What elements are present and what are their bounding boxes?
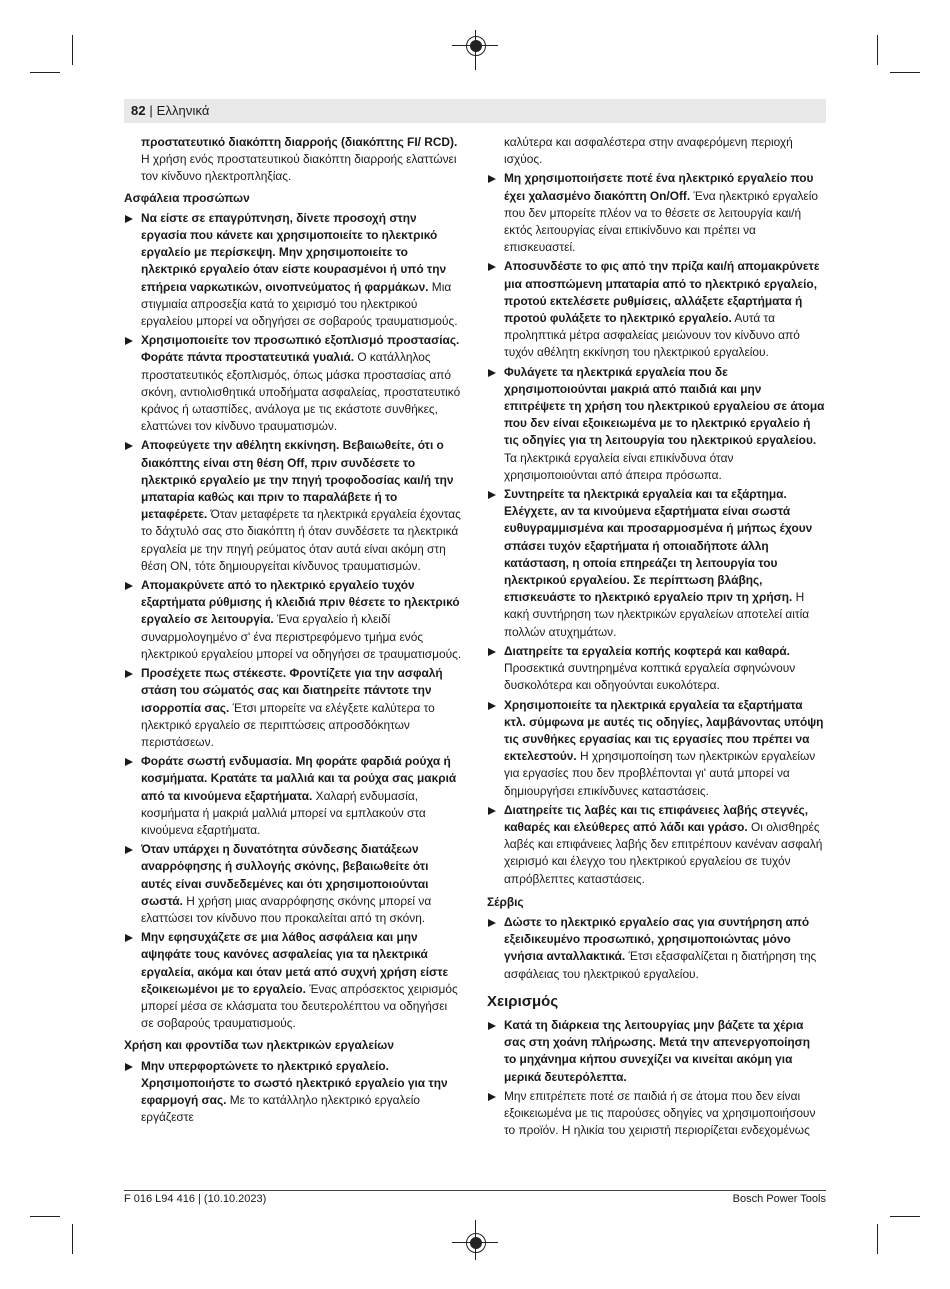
page-number: 82 (131, 103, 146, 118)
registration-mark-icon (466, 1233, 486, 1253)
list-item (487, 697, 825, 800)
list-item (487, 486, 825, 641)
list-item (487, 258, 825, 361)
list-item (124, 841, 462, 927)
bullet-arrow-icon (125, 1063, 133, 1071)
list-item (124, 929, 462, 1032)
operation-list (487, 1017, 825, 1139)
item-bold-text: Μην εφησυχάζετε σε μια λάθος ασφάλεια και μην αψηφάτε τους κανόνες ασφαλείας για τα ηλεκτρικά εργαλεία, ακόμα και όταν μετά από συχνή χρήση είστε εξοικειωμένοι με το εργαλείο. (141, 930, 449, 996)
item-text: Χαλαρή ενδυμασία, κοσμήματα ή μακριά μαλλιά μπορεί να εμπλακούν στα κινούμενα εξαρτήματα. (141, 788, 426, 837)
crop-mark (30, 72, 60, 73)
list-item (487, 364, 825, 484)
bullet-arrow-icon (125, 934, 133, 942)
crop-mark (72, 1224, 73, 1254)
list-item (124, 577, 462, 663)
heading-personal-safety: Ασφάλεια προσώπων (124, 190, 250, 205)
crop-mark (890, 72, 920, 73)
list-item (124, 210, 462, 330)
item-bold-text: Προσέχετε πως στέκεστε. Φροντίζετε για την ασφαλή στάση του σώματός σας και διατηρείτε πάντοτε την ισορροπία σας. (141, 666, 443, 715)
bullet-arrow-icon (125, 337, 133, 345)
item-bold-text: Συντηρείτε τα ηλεκτρικά εργαλεία και τα εξάρτημα. Ελέγχετε, αν τα κινούμενα εξαρτήματα είναι σωστά ευθυγραμμισμένα και προσαρμοσμένα ή μήπως έχουν σπάσει τυχόν εξαρτήματα ή οποιαδήποτε άλλη κατάσταση, η οποία επηρεάζει τη λειτουργία του ηλεκτρικού εργαλείου. Σε περίπτωση βλάβης, επισκευάστε το ηλεκτρικό εργαλείο πριν τη χρήση. (504, 487, 813, 605)
item-text: Η κακή συντήρηση των ηλεκτρικών εργαλείων αποτελεί αιτία πολλών ατυχημάτων. (504, 590, 810, 639)
list-item (487, 643, 825, 695)
list-item (487, 1017, 825, 1086)
intro-paragraph (124, 134, 462, 186)
item-text: Ένα εργαλείο ή κλειδί συναρμολογημένο σ' ένα περιστρεφόμενο τμήμα ενός ηλεκτρικού εργαλείου μπορεί να οδηγήσει σε τραυματισμούς. (141, 612, 462, 661)
left-column (124, 134, 462, 1128)
use-care-list-continued (487, 170, 825, 887)
item-text: Όταν μεταφέρετε τα ηλεκτρικά εργαλεία έχοντας το δάχτυλό σας στο διακόπτη ή όταν συνδέσετε τα ηλεκτρικά εργαλεία με την πηγή ρεύματος όταν αυτά είναι ακόμη στη θέση ON, τότε δημιουργείται κίνδυνος τραυματισμών. (141, 507, 461, 573)
list-item (487, 802, 825, 888)
list-item (124, 753, 462, 839)
bullet-arrow-icon (488, 648, 496, 656)
bullet-arrow-icon (488, 369, 496, 377)
list-item (487, 1088, 825, 1140)
item-text: Η χρήση μιας αναρρόφησης σκόνης μπορεί να ελαττώσει τον κίνδυνο που προκαλείται από τη σκόνη. (141, 893, 432, 925)
heading-service: Σέρβις (487, 894, 524, 909)
bullet-arrow-icon (488, 702, 496, 710)
crop-mark (30, 1216, 60, 1217)
item-text: Έτσι μπορείτε να ελέγξετε καλύτερα το ηλεκτρικό εργαλείο σε περιπτώσεις απροσδόκητων περιστάσεων. (141, 700, 435, 749)
item-bold-text: Διατηρείτε τα εργαλεία κοπής κοφτερά και καθαρά. (504, 643, 790, 658)
heading-operation: Χειρισμός (487, 992, 559, 1010)
item-bold-text: Χρησιμοποιείτε τον προσωπικό εξοπλισμό προστασίας. Φοράτε πάντα προστατευτικά γυαλιά. (141, 333, 460, 365)
header-separator: | (145, 103, 157, 118)
bullet-arrow-icon (488, 807, 496, 815)
bullet-arrow-icon (125, 442, 133, 450)
header-language: Ελληνικά (156, 103, 210, 118)
continuation-span: καλύτερα και ασφαλέστερα στην αναφερόμενη περιοχή ισχύος. (504, 135, 793, 167)
use-care-list (124, 1058, 462, 1127)
bullet-arrow-icon (488, 1093, 496, 1101)
intro-bold: προστατευτικό διακόπτη διαρροής (διακόπτης FI/ RCD). (141, 135, 458, 149)
item-text: Οι ολισθηρές λαβές και επιφάνειες λαβής δεν επιτρέπουν κανέναν ασφαλή χειρισμό και έλεγχο του ηλεκτρικού εργαλείου σε τυχόν απρόβλεπτες καταστάσεις. (504, 819, 823, 886)
right-column (487, 134, 825, 1141)
crop-mark (72, 35, 73, 65)
bullet-arrow-icon (125, 582, 133, 590)
item-text: Μην επιτρέπετε ποτέ σε παιδιά ή σε άτομα που δεν είναι εξοικειωμένα με τις παρούσες οδηγίες να χρησιμοποιήσουν το προϊόν. Η ηλικία του χειριστή περιορίζεται ενδεχομένως (504, 1088, 816, 1138)
item-bold-text: Να είστε σε επαγρύπνηση, δίνετε προσοχή στην εργασία που κάνετε και χρησιμοποιείτε το ηλεκτρικό εργαλείο με περίσκεψη. Μην χρησιμοποιείτε το ηλεκτρικό εργαλείο όταν είστε κουρασμένοι ή υπό την επήρεια ναρκωτικών, οινοπνεύματος ή φαρμάκων. (141, 210, 447, 294)
item-bold-text: Μη χρησιμοποιήσετε ποτέ ένα ηλεκτρικό εργαλείο που έχει χαλασμένο διακόπτη On/Off. (504, 171, 814, 203)
list-item (124, 665, 462, 751)
item-text: Έτσι εξασφαλίζεται η διατήρηση της ασφάλειας του ηλεκτρικού εργαλείου. (504, 949, 817, 981)
item-bold-text: Απομακρύνετε από το ηλεκτρικό εργαλείο τυχόν εξαρτήματα ρύθμισης ή κλειδιά πριν θέσετε το ηλεκτρικό εργαλείο σε λειτουργία. (141, 578, 460, 627)
crop-mark (877, 1224, 878, 1254)
crop-mark (890, 1216, 920, 1217)
registration-mark-icon (466, 36, 486, 56)
page-header-bar (124, 99, 826, 123)
list-item (487, 170, 825, 256)
bullet-arrow-icon (488, 919, 496, 927)
service-list (487, 914, 825, 983)
item-bold-text: Αποφεύγετε την αθέλητη εκκίνηση. Βεβαιωθείτε, ότι ο διακόπτης είναι στη θέση Off, πριν συνδέσετε το ηλεκτρικό εργαλείο με την πηγή τροφοδοσίας και/ή την μπαταρία καθώς και πριν το παραλάβετε ή το μεταφέρετε. (141, 438, 454, 522)
item-text: Τα ηλεκτρικά εργαλεία είναι επικίνδυνα όταν χρησιμοποιούνται από άπειρα πρόσωπα. (504, 450, 734, 482)
item-text: Προσεκτικά συντηρημένα κοπτικά εργαλεία σφηνώνουν δυσκολότερα και οδηγούνται ευκολότερα. (504, 661, 796, 693)
item-bold-text: Διατηρείτε τις λαβές και τις επιφάνειες λαβής στεγνές, καθαρές και ελεύθερες από λάδι και γράσο. (504, 802, 809, 834)
list-item (124, 332, 462, 435)
item-text: Μια στιγμιαία απροσεξία κατά το χειρισμό του ηλεκτρικού εργαλείου μπορεί να οδηγήσει σε σοβαρούς τραυματισμούς. (141, 279, 458, 329)
bullet-arrow-icon (488, 175, 496, 183)
item-bold-text: Μην υπερφορτώνετε το ηλεκτρικό εργαλείο. Χρησιμοποιήστε το σωστό ηλεκτρικό εργαλείο για την εφαρμογή σας. (141, 1058, 448, 1107)
item-text: Με το κατάλληλο ηλεκτρικό εργαλείο εργάζεστε (141, 1092, 420, 1125)
page-header (131, 103, 210, 118)
bullet-arrow-icon (125, 846, 133, 854)
item-bold-text: Φοράτε σωστή ενδυμασία. Μη φοράτε φαρδιά ρούχα ή κοσμήματα. Κρατάτε τα μαλλιά και τα ρούχα σας μακριά από τα κινούμενα εξαρτήματα. (141, 754, 457, 803)
list-item (124, 437, 462, 575)
footer-rule (124, 1190, 826, 1191)
intro-text: Η χρήση ενός προστατευτικού διακόπτη διαρροής ελαττώνει τον κίνδυνο ηλεκτροπληξίας. (141, 152, 457, 184)
list-item (487, 914, 825, 983)
crop-mark (877, 35, 878, 65)
footer-doc-id: F 016 L94 416 | (10.10.2023) (124, 1193, 267, 1205)
bullet-arrow-icon (125, 215, 133, 223)
footer-brand: Bosch Power Tools (732, 1193, 826, 1205)
bullet-arrow-icon (125, 758, 133, 766)
item-text: Η χρησιμοποίηση των ηλεκτρικών εργαλείων για εργασίες που δεν προβλέπονται γι' αυτά μπορεί να δημιουργήσει επικίνδυνες καταστάσεις. (504, 749, 816, 798)
bullet-arrow-icon (488, 1022, 496, 1030)
personal-safety-list (124, 210, 462, 1033)
item-bold-text: Χρησιμοποιείτε τα ηλεκτρικά εργαλεία τα εξαρτήματα κτλ. σύμφωνα με αυτές τις οδηγίες, λαμβάνοντας υπόψη τις συνθήκες εργασίας και τις εργασίες που πρέπει να εκτελεστούν. (504, 697, 824, 764)
heading-use-care: Χρήση και φροντίδα των ηλεκτρικών εργαλείων (124, 1038, 394, 1053)
continuation-text (487, 134, 825, 168)
item-text: Αυτά τα προληπτικά μέτρα ασφαλείας μειώνουν τον κίνδυνο από τυχόν αθέλητη εκκίνηση του ηλεκτρικού εργαλείου. (504, 311, 800, 360)
item-bold-text: Φυλάγετε τα ηλεκτρικά εργαλεία που δε χρησιμοποιούνται μακριά από παιδιά και μην επιτρέψετε τη χρήση του ηλεκτρικού εργαλείου σε άτομα που δεν είναι εξοικειωμένα με το ηλεκτρικό εργαλείο ή τις οδηγίες για τη λειτουργία του ηλεκτρικού εργαλείου. (504, 364, 825, 448)
bullet-arrow-icon (125, 670, 133, 678)
item-text: Ένας απρόσεκτος χειρισμός μπορεί μέσα σε κλάσματα του δευτερολέπτου να οδηγήσει σε σοβαρούς τραυματισμούς. (141, 981, 458, 1031)
item-bold-text: Αποσυνδέστε το φις από την πρίζα και/ή απομακρύνετε μια αποσπώμενη μπαταρία από το ηλεκτρικό εργαλείο, προτού εκτελέσετε ρυθμίσεις, αλλάξετε εξαρτήματα ή προτού φυλάξετε το ηλεκτρικό εργαλείο. (504, 259, 820, 326)
list-item (124, 1058, 462, 1127)
item-bold-text: Κατά τη διάρκεια της λειτουργίας μην βάζετε τα χέρια σας στη χοάνη πλήρωσης. Μετά την απενεργοποίηση το μηχάνημα κήπου συνεχίζει να κινείται ακόμη για μερικά δευτερόλεπτα. (504, 1017, 811, 1084)
item-text: Ένα ηλεκτρικό εργαλείο που δεν μπορείτε πλέον να το θέσετε σε λειτουργία και/ή εκτός λειτουργίας είναι επικίνδυνο και πρέπει να επισκευαστεί. (504, 188, 818, 255)
item-bold-text: Όταν υπάρχει η δυνατότητα σύνδεσης διατάξεων αναρρόφησης ή συλλογής σκόνης, βεβαιωθείτε ότι αυτές είναι συνδεδεμένες και ότι χρησιμοποιούνται σωστά. (141, 842, 429, 908)
item-text: Ο κατάλληλος προστατευτικός εξοπλισμός, όπως μάσκα προστασίας από σκόνη, αντιολισθητικά υποδήματα ασφαλείας, προστατευτικό κράνος ή ωτασπίδες, ανάλογα με τις εκάστοτε συνθήκες, ελαττώνει τον κίνδυνο τραυματισμών. (141, 350, 461, 434)
bullet-arrow-icon (488, 491, 496, 499)
bullet-arrow-icon (488, 263, 496, 271)
item-bold-text: Δώστε το ηλεκτρικό εργαλείο σας για συντήρηση από εξειδικευμένο προσωπικό, χρησιμοποιώντας μόνο γνήσια ανταλλακτικά. (504, 914, 810, 964)
